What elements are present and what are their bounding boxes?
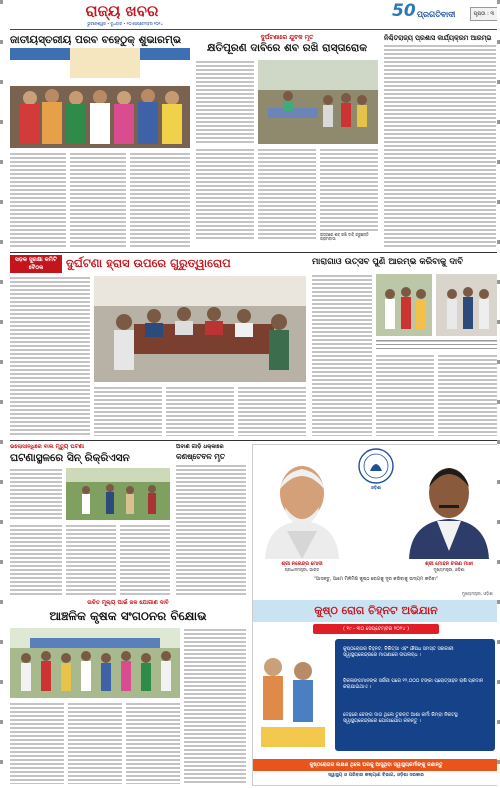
a5-captions — [376, 339, 498, 351]
a3-headline: ନିଶ୍ଚିତରାଜ୍ୟ ପ୍ରଶାସ କାର୍ଯ୍ୟକ୍ରମ ଆରମ୍ଭ — [384, 34, 492, 42]
a2-kicker: ଦୁର୍ଘଟଣାରେ ଯୁବକ ମୃତ — [260, 34, 314, 41]
ad-portrait-right — [403, 451, 495, 559]
ad-left-role: ପ୍ରଧାନମନ୍ତ୍ରୀ, ଭାରତ — [284, 567, 320, 572]
odisha-seal-icon — [357, 447, 395, 485]
a6-kicker: ଭଲୋସାନ୍ଧିରେ ବାଲ ମୃତ୍ୟୁ ଘଟଣା — [10, 444, 85, 450]
a8-body-col1 — [10, 702, 64, 784]
a5-body-col2 — [376, 354, 434, 436]
a4-body-col4 — [238, 386, 306, 436]
a2-body-col2 — [196, 148, 254, 240]
a5-photo-2 — [436, 274, 498, 336]
a2-photo-art — [258, 60, 378, 144]
a5-photo-1 — [376, 274, 432, 336]
a6-photo-art — [66, 468, 170, 520]
a5-headline: ମାରାଗାଓ ଉତ୍ସବ ପୁଣି ଆରମ୍ଭ କରିବାକୁ ଦାବି — [312, 257, 464, 267]
portrait-left-art — [257, 451, 347, 559]
a6-body-col4 — [120, 524, 170, 596]
a6-body-col2 — [10, 524, 62, 596]
a6-photo — [66, 468, 170, 520]
a4-body-col3 — [166, 386, 234, 436]
a4-headline: ଦୁର୍ଘଟଣା ହ୍ରାସ ଉପରେ ଗୁରୁତ୍ୱାରୋପ — [66, 256, 231, 270]
ad-dates: ( ୧୯ - ୩୦ ସେପ୍ଟେମ୍ବର ୨୦୨୪ ) — [313, 624, 439, 634]
ad-portrait-left — [257, 451, 347, 559]
a8-headline: ଆଞ୍ଚଳିକ କୃଷକ ସଂଗଠନର ବିକ୍ଷୋଭ — [49, 609, 207, 623]
a2-body-col3 — [258, 148, 316, 240]
a6-body-col1 — [10, 468, 62, 520]
page-number: ପୃଷ୍ଠା : ୩ — [470, 7, 498, 21]
a3-body — [384, 44, 496, 248]
a5-photo-2-art — [436, 274, 498, 336]
a8-body-col3 — [126, 702, 180, 784]
paper-name: ପ୍ରଗତିବାଦୀ — [417, 10, 456, 19]
a1-photo-art — [10, 48, 190, 148]
ad-footer-note: କୁଷ୍ଠରୋଗର ଲକ୍ଷଣ ଥିଲେ ଘରକୁ ଆସୁଥିବା ସ୍ୱାସ୍ଥ୍ୟକର୍ମୀଙ୍କୁ ଜଣାନ୍ତୁ — [309, 762, 443, 768]
a1-body-col1 — [10, 152, 66, 248]
ad-right-name: ଶ୍ରୀ ମୋହନ ଚରଣ ମାଝୀ — [424, 561, 474, 567]
a5-photo-1-art — [376, 274, 432, 336]
a4-banner — [10, 255, 62, 273]
a2-body-col4 — [320, 148, 378, 232]
dateline: ଭୁବନେଶ୍ୱର • ବୁଧବାର • ୨୦ ସେପ୍ଟେମ୍ବର ୨୦୨୪ — [87, 21, 163, 26]
ad-block — [252, 444, 500, 786]
a4-body-col1 — [10, 276, 90, 436]
a4-body-col2 — [94, 386, 162, 436]
ad-logo-label: ଓଡ଼ିଶା — [370, 485, 382, 490]
a1-body-col3 — [130, 152, 190, 248]
ad-title-band — [253, 600, 499, 622]
a6-headline: ଘଟଣାସ୍ଥଳରେ ସିନ୍ ରିକ୍ରିଏସନ — [10, 452, 130, 464]
a4-photo-art — [94, 276, 306, 382]
a5-body-col3 — [438, 354, 498, 436]
ad-right-role: ମୁଖ୍ୟମନ୍ତ୍ରୀ, ଓଡ଼ିଶା — [433, 567, 465, 572]
ad-dept: ସ୍ୱାସ୍ଥ୍ୟ ଓ ପରିବାର କଲ୍ୟାଣ ବିଭାଗ, ଓଡ଼ିଶା ସରକାର — [328, 773, 424, 778]
a1-body-col2 — [70, 152, 126, 248]
portrait-right-art — [403, 451, 495, 559]
ad-logo — [357, 447, 395, 485]
a8-body-col2 — [68, 702, 122, 784]
a8-photo-art — [10, 628, 180, 698]
ad-footer-band — [253, 759, 499, 771]
a2-headline: କ୍ଷତିପୂରଣ ଦାବିରେ ଶବ ରଖି ରାସ୍ତାରୋକ — [206, 42, 368, 54]
a7-body — [176, 464, 246, 596]
ad-bullet-2: ବିକଳାଙ୍ଗମାନଙ୍କ ସର୍ଜରୀ ପରେ ୧୨,୦୦୦ ଟଙ୍କା ପ୍ରୋତ୍ସାହନ ରାଶି ପ୍ରଦାନ କରାଯାଇଥାଏ । — [343, 679, 484, 691]
a2-body-col1 — [196, 60, 254, 144]
ad-left-name: ଶ୍ରୀ ନରେନ୍ଦ୍ର ମୋଦୀ — [281, 561, 323, 567]
ad-title: କୁଷ୍ଠ ରୋଗ ଚିହ୍ନଟ ଅଭିଯାନ — [314, 604, 438, 617]
a8-kicker: ଉଚିତ ମୂଲ୍ୟ ପାଇଁ ଜଳ ଯୋଗାଣ ଦାବି — [87, 600, 169, 606]
ad-bullets-panel — [335, 639, 495, 751]
a8-photo — [10, 628, 180, 698]
ad-illustration — [253, 637, 333, 757]
a4-photo — [94, 276, 306, 382]
anniversary-logo: 50 — [392, 1, 416, 21]
ad-illustration-art — [253, 637, 333, 757]
a6-body-col3 — [66, 524, 116, 596]
a2-caption: ରାସ୍ତାରେ ଶବ ରଖି ଦାବି କରୁଛନ୍ତି ଗ୍ରାମବାସୀ — [320, 232, 369, 242]
a4-banner-text: ସଡ଼କ ସୁରକ୍ଷା କମିଟି ବୈଠକ — [15, 257, 57, 271]
separator-2 — [10, 440, 498, 441]
masthead-rule — [10, 29, 498, 30]
left-edge-marks — [0, 0, 3, 788]
section-title: ରାଜ୍ୟ ଖବର — [85, 2, 159, 20]
ad-bullet-3: ଦେହରେ ଚେଙ୍ଗ ଦାଗ ଥିଲେ ତୁରନ୍ତ ଆଶା କର୍ମୀ କିମ୍ବା ନିକଟସ୍ଥ ସ୍ୱାସ୍ଥ୍ୟକେନ୍ଦ୍ରରେ ଯୋଗାଯୋଗ କରନ୍ତୁ । — [343, 713, 458, 725]
a1-photo — [10, 48, 190, 148]
a7-headline: କଣଷ୍ଟେବଳ ମୃତ — [176, 452, 226, 461]
ad-quote: "ଆସନ୍ତୁ, ଆମେ ମିଳିମିଶି କୁଷ୍ଠ ରୋଗକୁ ଦୂର କରିବାକୁ ଉଦ୍ୟମ କରିବା" — [313, 577, 439, 582]
a2-photo — [258, 60, 378, 144]
ad-quote-attrib: ମୁଖ୍ୟମନ୍ତ୍ରୀ, ଓଡ଼ିଶା — [461, 591, 493, 596]
separator-1 — [10, 252, 498, 253]
a1-headline: ଜାତୀୟସ୍ତରୀୟ ପରବ ବହେଠୁକ୍ ଶୁଭାରମ୍ଭ — [10, 34, 182, 46]
a5-body-col1 — [312, 274, 372, 436]
a7-kicker: ଅବାଣ ଗାଡ଼ି ଧକ୍କାରେ — [176, 444, 224, 450]
masthead — [0, 0, 500, 30]
a8-body-col-right — [184, 628, 246, 784]
ad-bullet-1: କୁଷ୍ଠରୋଗର ଚିହ୍ନଟ, ଚିକିତ୍ସା ଏବଂ ଔଷଧ ସମସ୍ତ ସରକାରୀ ସ୍ୱାସ୍ଥ୍ୟକେନ୍ଦ୍ରରେ ମାଗଣାରେ ଉପଲବ୍ଧ । — [343, 647, 454, 659]
